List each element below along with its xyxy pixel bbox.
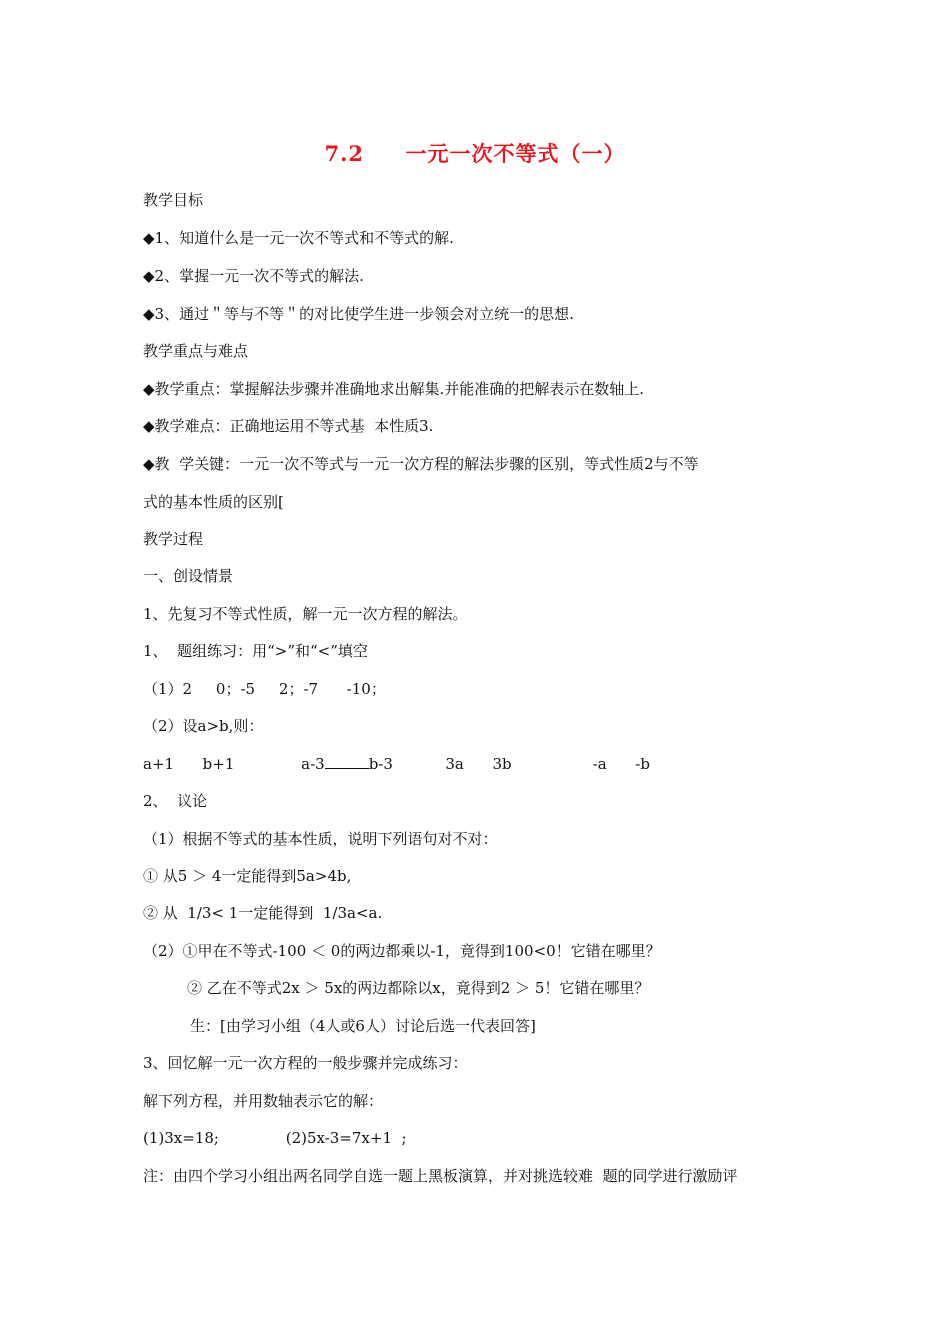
- answer-blank: [325, 754, 369, 769]
- discussion-1-a: ① 从5 ＞ 4一定能得到5a>4b,: [143, 867, 352, 885]
- discussion-1-intro: （1）根据不等式的基本性质，说明下列语句对不对：: [143, 830, 498, 848]
- key-note-line-1: ◆教 学关键：一元一次不等式与一元一次方程的解法步骤的区别，等式性质2与不等: [143, 455, 699, 473]
- heading-teaching-process: 教学过程: [143, 530, 204, 548]
- exercise-2-part-a: a+1 b+1 a-3: [143, 755, 325, 773]
- goal-2: ◆2、掌握一元一次不等式的解法.: [143, 267, 364, 285]
- discussion-1-b: ② 从 1/3< 1一定能得到 1/3a<a.: [143, 904, 383, 922]
- difficult-point: ◆教学难点：正确地运用不等式基 本性质3.: [143, 417, 434, 435]
- equation-instruction: 解下列方程，并用数轴表示它的解：: [143, 1092, 384, 1110]
- exercise-1: （1）2 0；-5 2；-7 -10；: [143, 680, 386, 698]
- page-title: 7.2 一元一次不等式（一）: [324, 141, 626, 166]
- key-point: ◆教学重点：掌握解法步骤并准确地求出解集.并能准确的把解表示在数轴上.: [143, 380, 645, 398]
- heading-key-points: 教学重点与难点: [143, 342, 249, 360]
- exercise-2-items: [143, 754, 650, 774]
- equations: (1)3x=18; (2)5x-3=7x+1 ;: [143, 1129, 407, 1147]
- key-note-line-2: 式的基本性质的区别[: [143, 493, 284, 511]
- student-note: 生：[由学习小组（4人或6人）讨论后选一代表回答]: [190, 1017, 536, 1035]
- section-recall: 3、回忆解一元一次方程的一般步骤并完成练习：: [143, 1054, 468, 1072]
- section-scenario: 一、创设情景: [143, 567, 234, 585]
- discussion-2-b: ② 乙在不等式2x ＞ 5x的两边都除以x，竟得到2 ＞ 5！它错在哪里？: [187, 979, 650, 997]
- discussion-2-a: （2）①甲在不等式-100 ＜ 0的两边都乘以-1，竟得到100<0！它错在哪里？: [143, 942, 661, 960]
- review-item: 1、先复习不等式性质，解一元一次方程的解法。: [143, 605, 468, 623]
- goal-1: ◆1、知道什么是一元一次不等式和不等式的解.: [143, 229, 454, 247]
- heading-teaching-goals: 教学目标: [143, 191, 204, 209]
- footnote: 注：由四个学习小组出两名同学自选一题上黑板演算，并对挑选较难 题的同学进行激励评: [143, 1167, 738, 1185]
- exercise-intro: 1、 题组练习：用“>”和“<”填空: [143, 642, 368, 660]
- section-discussion: 2、 议论: [143, 792, 208, 810]
- goal-3: ◆3、通过＂等与不等＂的对比使学生进一步领会对立统一的思想.: [143, 305, 574, 323]
- exercise-2-intro: （2）设a>b,则：: [143, 717, 264, 735]
- exercise-2-part-b: b-3 3a 3b -a -b: [368, 755, 650, 773]
